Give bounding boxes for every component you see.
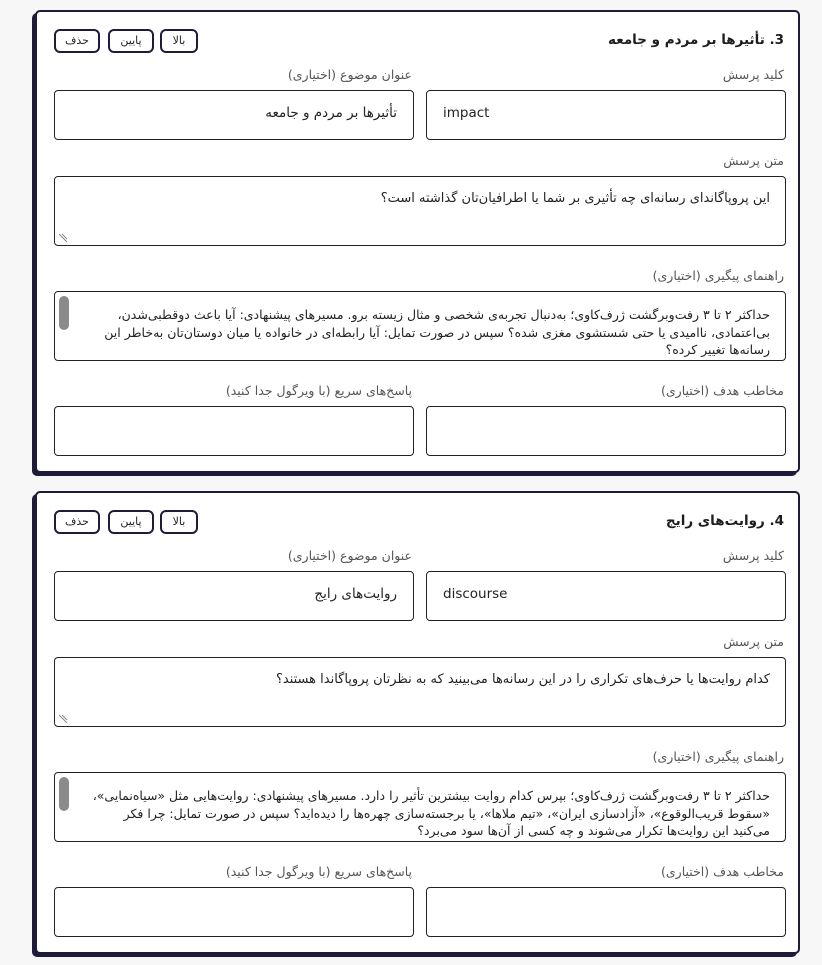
followup-guide-textarea[interactable] bbox=[54, 772, 786, 842]
question-key-input[interactable] bbox=[426, 571, 786, 621]
question-text-textarea[interactable] bbox=[54, 176, 786, 246]
scrollbar[interactable] bbox=[58, 775, 70, 839]
followup-guide-label: راهنمای پیگیری (اختیاری) bbox=[652, 749, 784, 764]
topic-title-input[interactable] bbox=[54, 90, 414, 140]
topic-title-input[interactable] bbox=[54, 571, 414, 621]
resize-grip-icon[interactable] bbox=[59, 233, 68, 242]
question-card bbox=[35, 10, 800, 473]
question-text-textarea[interactable] bbox=[54, 657, 786, 727]
question-key-label: کلید پرسش bbox=[722, 548, 784, 563]
delete-button[interactable]: حذف bbox=[54, 510, 100, 534]
topic-title-label: عنوان موضوع (اختیاری) bbox=[287, 548, 412, 563]
question-title: 4. روایت‌های رایج bbox=[665, 513, 784, 529]
delete-button[interactable]: حذف bbox=[54, 29, 100, 53]
topic-title-label: عنوان موضوع (اختیاری) bbox=[287, 67, 412, 82]
question-text-label: متن پرسش bbox=[723, 634, 784, 649]
question-text-value: این پروپاگاندای رسانه‌ای چه تأثیری بر شما یا اطرافیان‌تان گذاشته است؟ bbox=[380, 191, 770, 206]
target-audience-label: مخاطب هدف (اختیاری) bbox=[661, 383, 784, 398]
question-card bbox=[35, 491, 800, 954]
move-down-button[interactable]: پایین bbox=[108, 29, 154, 53]
question-key-input[interactable] bbox=[426, 90, 786, 140]
question-key-value: impact bbox=[443, 105, 490, 121]
scrollbar-thumb[interactable] bbox=[59, 777, 69, 811]
scrollbar[interactable] bbox=[58, 294, 70, 358]
topic-title-value: تأثیرها بر مردم و جامعه bbox=[265, 105, 397, 121]
resize-grip-icon[interactable] bbox=[59, 714, 68, 723]
quick-replies-input[interactable] bbox=[54, 406, 414, 456]
followup-guide-label: راهنمای پیگیری (اختیاری) bbox=[652, 268, 784, 283]
scrollbar-thumb[interactable] bbox=[59, 296, 69, 330]
move-up-button[interactable]: بالا bbox=[160, 510, 198, 534]
quick-replies-label: پاسخ‌های سریع (با ویرگول جدا کنید) bbox=[225, 864, 412, 879]
followup-guide-value: حداکثر ۲ تا ۳ رفت‌وبرگشت ژرف‌کاوی؛ بپرس کدام روایت بیشترین تأثیر را دارد. مسیرهای پیشنهادی: روایت‌هایی مثل «سیاه‌نمایی»، «سقوط قریب‌الوقوع»، «آزادسازی ایران»، «تیم ملاها»، یا برجسته‌سازی چهره‌ها را دیده‌اید؟ سپس در صورت تمایل: چرا فکر می‌کنید این روایت‌ها تکرار می‌شوند و چه کسی از آن‌ها سود می‌برد؟ bbox=[92, 788, 770, 838]
move-up-button[interactable]: بالا bbox=[160, 29, 198, 53]
topic-title-value: روایت‌های رایج bbox=[314, 586, 397, 602]
question-text-label: متن پرسش bbox=[723, 153, 784, 168]
target-audience-label: مخاطب هدف (اختیاری) bbox=[661, 864, 784, 879]
question-text-value: کدام روایت‌ها یا حرف‌های تکراری را در این رسانه‌ها می‌بینید که به نظرتان پروپاگاندا هستند؟ bbox=[275, 672, 770, 687]
followup-guide-value: حداکثر ۲ تا ۳ رفت‌وبرگشت ژرف‌کاوی؛ به‌دنبال تجربه‌ی شخصی و مثال زیسته برو. مسیرهای پیشنهادی: آیا باعث دوقطبی‌شدن، بی‌اعتمادی، ناامیدی یا حتی شستشوی مغزی شده؟ سپس در صورت تمایل: آیا رابطه‌ای در خانواده یا میان دوستان‌تان به‌خاطر این رسانه‌ها تغییر کرده؟ bbox=[104, 307, 770, 357]
quick-replies-label: پاسخ‌های سریع (با ویرگول جدا کنید) bbox=[225, 383, 412, 398]
quick-replies-input[interactable] bbox=[54, 887, 414, 937]
move-down-button[interactable]: پایین bbox=[108, 510, 154, 534]
question-key-label: کلید پرسش bbox=[722, 67, 784, 82]
target-audience-input[interactable] bbox=[426, 406, 786, 456]
followup-guide-textarea[interactable] bbox=[54, 291, 786, 361]
question-title: 3. تأثیرها بر مردم و جامعه bbox=[608, 32, 784, 48]
question-key-value: discourse bbox=[443, 586, 508, 602]
target-audience-input[interactable] bbox=[426, 887, 786, 937]
